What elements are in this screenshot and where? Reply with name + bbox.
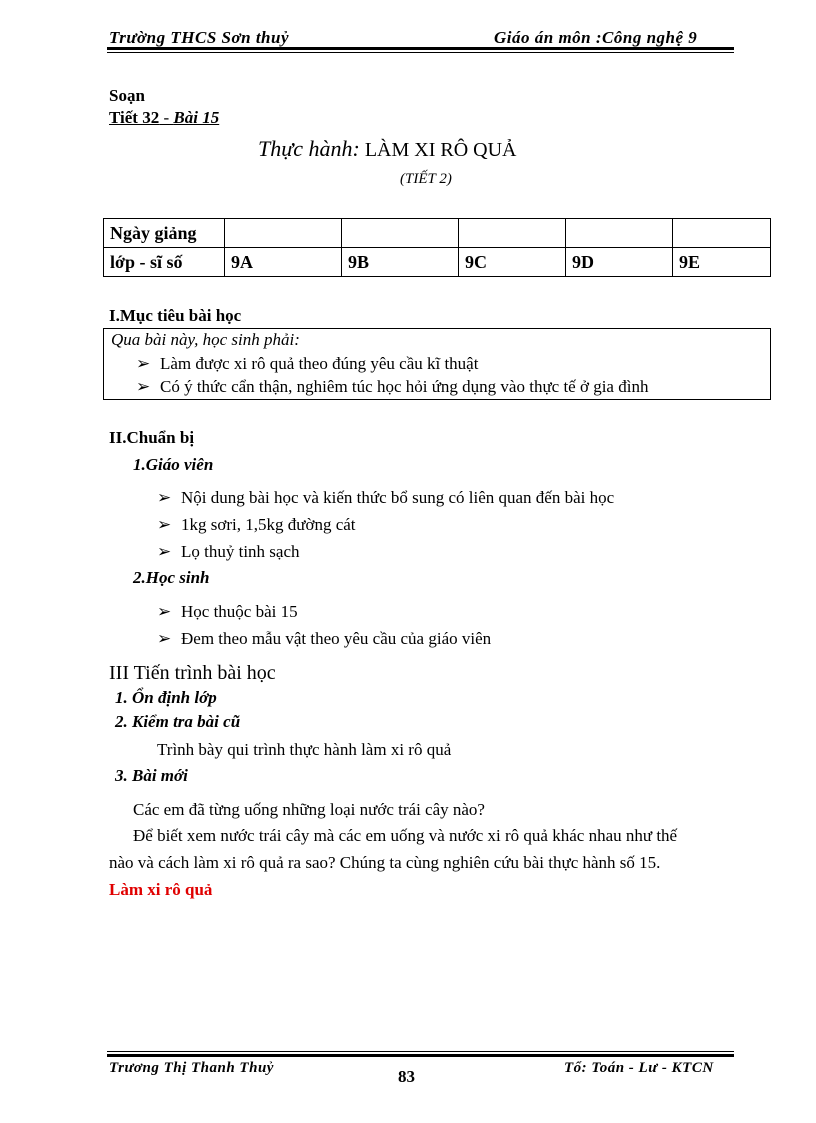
list-item-text: Đem theo mẫu vật theo yêu cầu của giáo viên (181, 629, 492, 648)
table-cell (673, 219, 771, 248)
list-item-text: Lọ thuỷ tinh sạch (181, 542, 300, 561)
list-item-text: Học thuộc bài 15 (181, 602, 298, 621)
step3-heading: 3. Bài mới (115, 766, 188, 785)
bai-label: Bài 15 (173, 108, 220, 127)
paragraph-2-line2: nào và cách làm xi rô quả ra sao? Chúng ta cùng nghiên cứu bài thực hành số 15. (109, 853, 661, 872)
list-item (157, 629, 491, 649)
step2-heading: 2. Kiểm tra bài cũ (115, 712, 241, 731)
footer-author: Trương Thị Thanh Thuỷ (109, 1060, 274, 1076)
list-item (136, 377, 648, 397)
table-cell: 9C (459, 248, 566, 277)
list-item (157, 542, 300, 562)
title-prefix: Thực hành: (258, 136, 360, 161)
arrow-bullet-icon: ➢ (157, 629, 172, 648)
table-cell: 9E (673, 248, 771, 277)
table-cell: 9A (225, 248, 342, 277)
arrow-bullet-icon: ➢ (157, 488, 172, 507)
footer-department: Tổ: Toán - Lư - KTCN (564, 1060, 714, 1076)
arrow-bullet-icon: ➢ (136, 354, 151, 373)
section3-heading: III Tiến trình bài học (109, 662, 276, 684)
list-item-text: Nội dung bài học và kiến thức bổ sung có liên quan đến bài học (181, 488, 615, 507)
paragraph-1: Các em đã từng uống những loại nước trái cây nào? (133, 800, 485, 819)
paragraph-2-line1: Để biết xem nước trái cây mà các em uống và nước xi rô quả khác nhau như thế (133, 826, 678, 845)
section2-heading: II.Chuẩn bị (109, 428, 195, 447)
table-row (104, 219, 771, 248)
list-item (157, 488, 614, 508)
header-rule-thin (107, 52, 734, 53)
title-main: LÀM XI RÔ QUẢ (359, 139, 517, 161)
footer-rule-thin (107, 1051, 734, 1052)
header-subject: Giáo án môn :Công nghệ 9 (494, 28, 698, 47)
list-item (157, 602, 298, 622)
tiet-label: Tiết 32 (109, 108, 160, 127)
list-item (136, 354, 478, 374)
attendance-table (103, 218, 771, 277)
table-cell: 9B (342, 248, 459, 277)
table-row (104, 248, 771, 277)
section1-heading: I.Mục tiêu bài học (109, 306, 242, 325)
table-cell (566, 219, 673, 248)
objectives-intro: Qua bài này, học sinh phải: (111, 330, 300, 349)
list-item-text: Có ý thức cẩn thận, nghiêm túc học hỏi ứng dụng vào thực tế ở gia đình (160, 377, 649, 396)
step1-heading: 1. Ổn định lớp (115, 688, 217, 707)
page-number: 83 (398, 1067, 415, 1086)
table-cell: Ngày giảng (104, 219, 225, 248)
table-cell (225, 219, 342, 248)
list-item (157, 515, 356, 535)
table-cell: 9D (566, 248, 673, 277)
soan-label: Soạn (109, 86, 145, 105)
tiet-sep: - (159, 108, 174, 127)
table-cell: lớp - sĩ số (104, 248, 225, 277)
step2-text: Trình bày qui trình thực hành làm xi rô quả (157, 740, 452, 759)
arrow-bullet-icon: ➢ (157, 515, 172, 534)
table-cell (459, 219, 566, 248)
arrow-bullet-icon: ➢ (136, 377, 151, 396)
red-title: Làm xi rô quả (109, 880, 213, 899)
lesson-line (109, 108, 219, 128)
arrow-bullet-icon: ➢ (157, 602, 172, 621)
footer-rule-thick (107, 1054, 734, 1057)
header-school: Trường THCS Sơn thuỷ (109, 28, 289, 47)
list-item-text: Làm được xi rô quả theo đúng yêu cầu kĩ thuật (160, 354, 479, 373)
student-heading: 2.Học sinh (133, 568, 210, 587)
arrow-bullet-icon: ➢ (157, 542, 172, 561)
teacher-heading: 1.Giáo viên (133, 455, 214, 474)
objectives-box (103, 328, 771, 400)
table-cell (342, 219, 459, 248)
header-rule-thick (107, 47, 734, 50)
list-item-text: 1kg sơri, 1,5kg đường cát (181, 515, 356, 534)
title-sub: (TIẾT 2) (400, 171, 452, 187)
page-title (258, 136, 517, 162)
